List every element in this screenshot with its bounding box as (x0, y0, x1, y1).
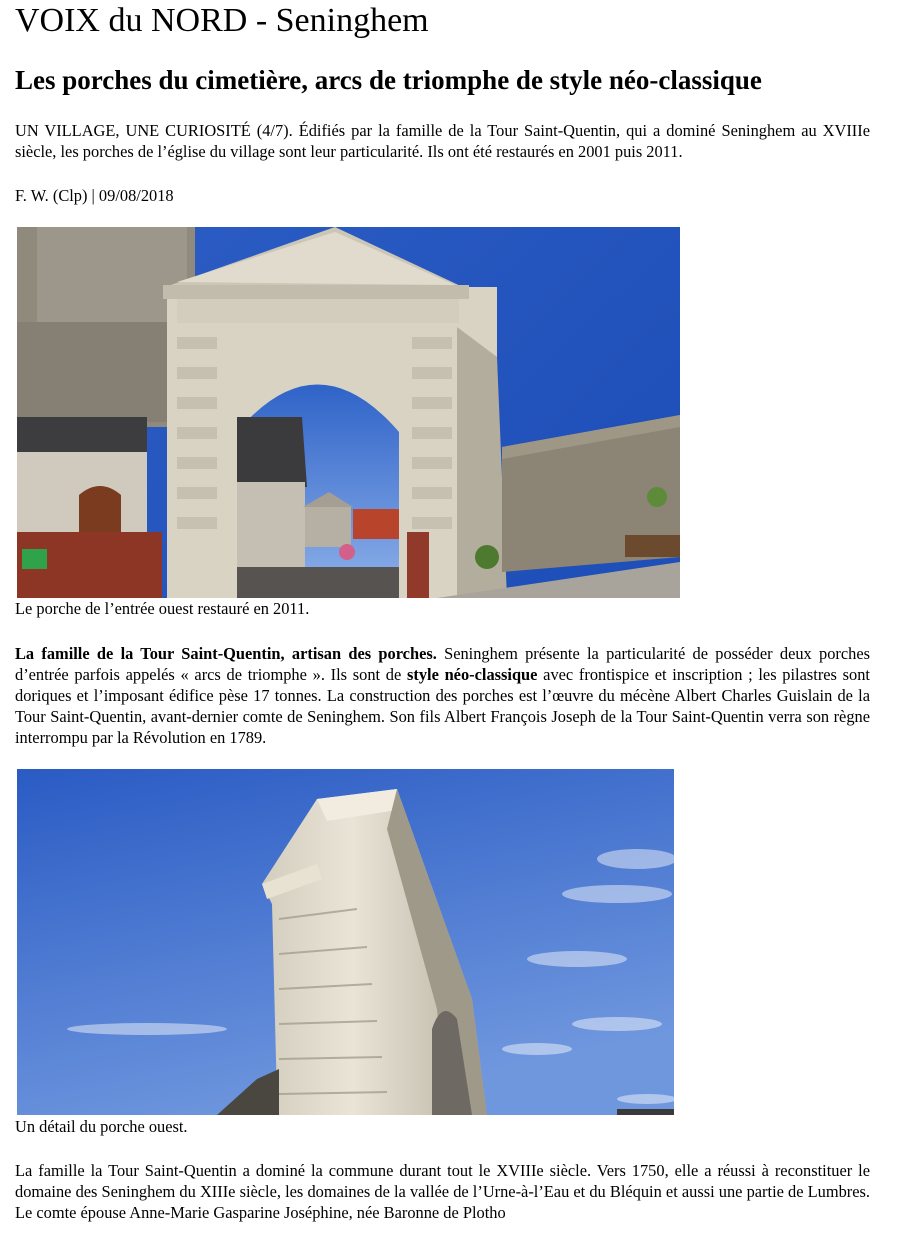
photo-west-porch-caption: Le porche de l’entrée ouest restauré en 2011. (15, 599, 310, 618)
photo-west-porch (17, 227, 680, 598)
article-lead: UN VILLAGE, UNE CURIOSITÉ (4/7). Édifiés par la famille de la Tour Saint-Quentin, qui a dominé Seninghem au XVIIIe siècle, les porches de l’église du village sont leur particularité. Ils ont été restaurés en 2001 puis 2011. (15, 121, 870, 161)
article-byline: F. W. (Clp) | 09/08/2018 (15, 186, 174, 205)
section-1-paragraph (15, 643, 870, 748)
photo-porch-detail-caption: Un détail du porche ouest. (15, 1117, 188, 1136)
site-title: VOIX du NORD - Seninghem (15, 2, 429, 39)
section-2-paragraph: La famille la Tour Saint-Quentin a dominé la commune durant tout le XVIIIe siècle. Vers 1750, elle a réussi à reconstituer le domaine des Seninghem du XIIIe siècle, les domaines de la vallée de l’Urne-à-l’Eau et du Bléquin et aussi une partie de Lumbres. Le comte épouse Anne-Marie Gasparine Joséphine, née Baronne de Plotho (15, 1161, 870, 1222)
photo-porch-detail (17, 769, 674, 1115)
section-1-bold-intro: La famille de la Tour Saint-Quentin, artisan des porches. (15, 644, 437, 663)
article-headline: Les porches du cimetière, arcs de triomphe de style néo-classique (15, 65, 762, 95)
section-1-text-b: avec frontispice et inscription ; les pilastres sont doriques et l’imposant édifice pèse 17 tonnes. La construction des porches est l’œuvre du mécène Albert Charles Guislain de la Tour Saint-Quentin, avant-dernier comte de Seninghem. Son fils Albert François Joseph de la Tour Saint-Quentin verra son règne interrompu par la Révolution en 1789. (15, 665, 870, 747)
section-1-bold-style: style néo-classique (406, 665, 538, 684)
section-1-text-a: Seninghem présente la particularité de posséder deux porches d’entrée parfois appelés « arcs de triomphe ». Ils sont de (15, 644, 870, 684)
